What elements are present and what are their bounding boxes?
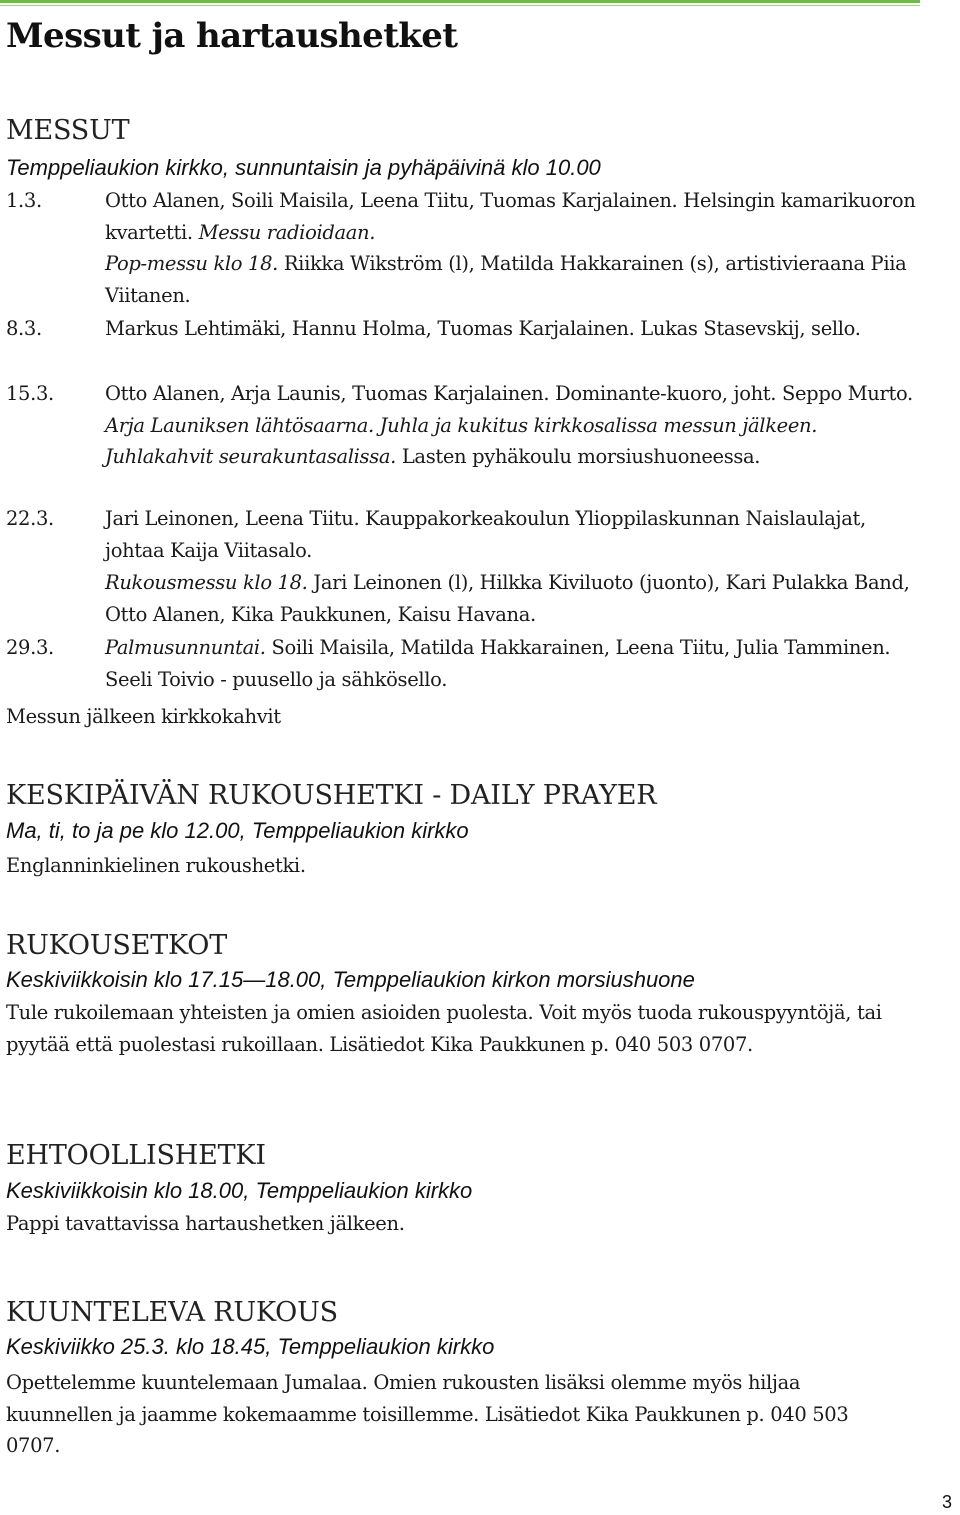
messut-footer: Messun jälkeen kirkkokahvit bbox=[6, 705, 281, 728]
entry-date: 22.3. bbox=[6, 507, 54, 530]
entry-label: Palmusunnuntai. bbox=[105, 636, 266, 659]
section-subheading-daily-prayer: Ma, ti, to ja pe klo 12.00, Temppeliaukion kirkko bbox=[6, 818, 469, 843]
entry-text: Palmusunnuntai. Soili Maisila, Matilda Hakkarainen, Leena Tiitu, Julia Tamminen. Seeli Toivio - puusello ja sähkösello. bbox=[105, 636, 891, 691]
section-heading-rukousetkot: RUKOUSETKOT bbox=[6, 930, 228, 961]
top-rule-thin bbox=[0, 5, 920, 6]
section-subheading-messut: Temppeliaukion kirkko, sunnuntaisin ja pyhäpäivinä klo 10.00 bbox=[6, 155, 601, 180]
entry-label: Pop-messu klo 18. bbox=[105, 252, 278, 275]
section-heading-daily-prayer: KESKIPÄIVÄN RUKOUSHETKI - DAILY PRAYER bbox=[6, 780, 657, 811]
section-heading-messut: MESSUT bbox=[6, 115, 130, 146]
top-rule bbox=[0, 0, 920, 6]
section-subheading-rukousetkot: Keskiviikkoisin klo 17.15—18.00, Temppeliaukion kirkon morsiushuone bbox=[6, 967, 695, 992]
page-number: 3 bbox=[942, 1492, 953, 1512]
section-body-kuunteleva-rukous: Opettelemme kuuntelemaan Jumalaa. Omien rukousten lisäksi olemme myös hiljaa kuunnellen ja jaamme kokemaamme toisillemme. Lisätiedot Kika Paukkunen p. 040 503 0707. bbox=[6, 1371, 849, 1457]
section-body-rukousetkot: Tule rukoilemaan yhteisten ja omien asioiden puolesta. Voit myös tuoda rukouspyyntöjä, tai pyytää että puolestasi rukoillaan. Lisätiedot Kika Paukkunen p. 040 503 0707. bbox=[6, 1001, 882, 1056]
list-item bbox=[6, 503, 916, 566]
entry-date: 15.3. bbox=[6, 382, 54, 405]
section-heading-ehtoollishetki: EHTOOLLISHETKI bbox=[6, 1140, 266, 1171]
entry-date: 8.3. bbox=[6, 317, 42, 340]
list-item bbox=[6, 378, 916, 473]
top-rule-thick bbox=[0, 0, 920, 3]
page-title: Messut ja hartaushetket bbox=[6, 16, 458, 56]
entry-text: Markus Lehtimäki, Hannu Holma, Tuomas Karjalainen. Lukas Stasevskij, sello. bbox=[105, 317, 861, 340]
entry-note: Messu radioidaan. bbox=[198, 220, 376, 244]
entry-text: Jari Leinonen, Leena Tiitu. Kauppakorkeakoulun Ylioppilaskunnan Naislaulajat, johtaa Kaija Viitasalo. bbox=[105, 507, 866, 562]
list-item bbox=[6, 185, 916, 248]
entry-label: Rukousmessu klo 18. bbox=[105, 571, 308, 594]
section-subheading-ehtoollishetki: Keskiviikkoisin klo 18.00, Temppeliaukion kirkko bbox=[6, 1178, 473, 1203]
entry-text: Otto Alanen, Soili Maisila, Leena Tiitu, Tuomas Karjalainen. Helsingin kamarikuoron kvartetti. Messu radioidaan. bbox=[105, 189, 916, 244]
list-item bbox=[6, 632, 916, 695]
section-body-daily-prayer: Englanninkielinen rukoushetki. bbox=[6, 854, 306, 877]
entry-date: 1.3. bbox=[6, 189, 42, 212]
list-item bbox=[6, 313, 916, 345]
entry-text: Otto Alanen, Arja Launis, Tuomas Karjalainen. Dominante-kuoro, joht. Seppo Murto. Arja Launiksen lähtösaarna. Juhla ja kukitus kirkkosalissa messun jälkeen. Juhlakahvit seurakuntasalissa. Lasten pyhäkoulu morsiushuoneessa. bbox=[105, 382, 913, 468]
entry-note: Arja Launiksen lähtösaarna. Juhla ja kukitus kirkkosalissa messun jälkeen. Juhlakahvit seurakuntasalissa. bbox=[105, 413, 818, 468]
entry-date: 29.3. bbox=[6, 636, 54, 659]
section-body-ehtoollishetki: Pappi tavattavissa hartaushetken jälkeen. bbox=[6, 1212, 405, 1235]
section-subheading-kuunteleva-rukous: Keskiviikko 25.3. klo 18.45, Temppeliaukion kirkko bbox=[6, 1334, 495, 1359]
list-item bbox=[6, 248, 916, 311]
section-heading-kuunteleva-rukous: KUUNTELEVA RUKOUS bbox=[6, 1297, 338, 1328]
list-item bbox=[6, 567, 916, 630]
entry-text: Rukousmessu klo 18. Jari Leinonen (l), Hilkka Kiviluoto (juonto), Kari Pulakka Band, Otto Alanen, Kika Paukkunen, Kaisu Havana. bbox=[105, 571, 910, 626]
entry-text: Pop-messu klo 18. Riikka Wikström (l), Matilda Hakkarainen (s), artistivieraana Piia Viitanen. bbox=[105, 252, 907, 307]
